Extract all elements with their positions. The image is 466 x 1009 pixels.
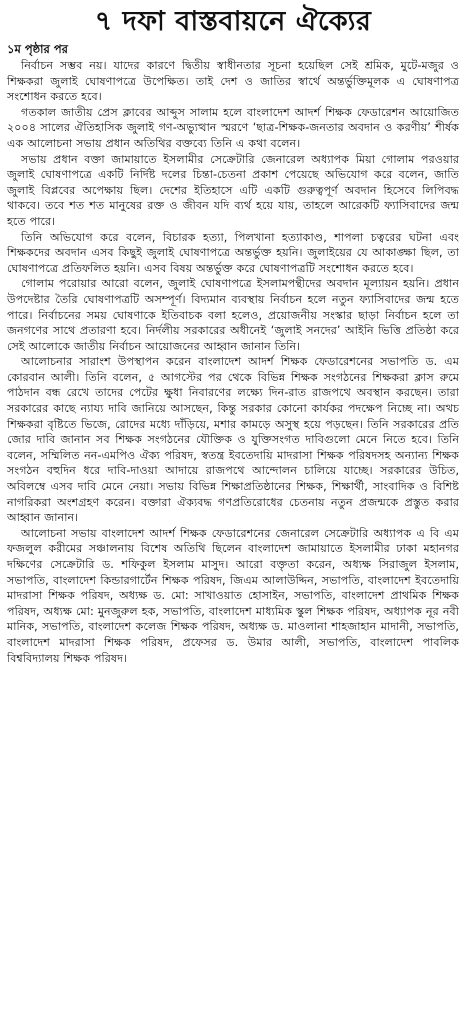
continuation-label: ১ম পৃষ্ঠার পর	[7, 42, 68, 56]
article-paragraph: গতকাল জাতীয় প্রেস ক্লাবের আব্দুস সালাম হলে বাংলাদেশ আদর্শ শিক্ষক ফেডারেশন আয়োজিত ২০০৪ সালের ঐতিহাসিক জুলাই গণ-অভ্যুত্থান স্মরণে ‘ছাত্র-শিক্ষক-জনতার অবদান ও করণীয়’ শীর্ষক এক আলোচনা সভায় প্রধান অতিথির বক্তব্যে তিনি এ কথা বলেন।	[7, 105, 459, 150]
article-paragraph: নির্বাচন সম্ভব নয়। যাদের কারণে দ্বিতীয় স্বাধীনতার সূচনা হয়েছিল সেই শ্রমিক, মুটে-মজুর ও শিক্ষকরা জুলাই ঘোষণাপত্রে উপেক্ষিত। তাই দেশ ও জাতির স্বার্থে অন্তর্ভুক্তিমূলক এ ঘোষণাপত্র সংশোধন করতে হবে।	[7, 59, 459, 104]
article-paragraph: আলোচনা সভায় বাংলাদেশ আদর্শ শিক্ষক ফেডারেশনের জেনারেল সেক্রেটারি অধ্যাপক এ বি এম ফজলুল করীমের সঞ্চালনায় বিশেষ অতিথি ছিলেন বাংলাদেশ জামায়াতে ইসলামীর ঢাকা মহানগর দক্ষিণের সেক্রেটারি ড. শফিকুল ইসলাম মাসুদ। আরো বক্তৃতা করেন, অধ্যক্ষ সিরাজুল ইসলাম, সভাপতি, বাংলাদেশ কিন্ডারগার্টেন শিক্ষক পরিষদ, জিএম আলাউদ্দিন, সভাপতি, বাংলাদেশ ইবতেদায়ি মাদরাসা শিক্ষক পরিষদ, অধ্যক্ষ ড. মো: সাখাওয়াত হোসাইন, সভাপতি, বাংলাদেশ প্রাথমিক শিক্ষক পরিষদ, অধ্যক্ষ মো: মুনজুরুল হক, সভাপতি, বাংলাদেশ মাধ্যমিক স্কুল শিক্ষক পরিষদ, অধ্যাপক নূর নবী মানিক, সভাপতি, বাংলাদেশ কলেজ শিক্ষক পরিষদ, অধ্যক্ষ ড. মাওলানা শাহজাহান মাদানী, সভাপতি, বাংলাদেশ মাদরাসা শিক্ষক পরিষদ, প্রফেসর ড. উমার আলী, সভাপতি, বাংলাদেশ পাবলিক বিশ্ববিদ্যালয় শিক্ষক পরিষদ।	[7, 526, 459, 665]
article-body	[7, 58, 459, 666]
article-paragraph: গোলাম পরোয়ার আরো বলেন, জুলাই ঘোষণাপত্রে ইসলামপন্থীদের অবদান মূল্যায়ন হয়নি। প্রধান উপদেষ্টার তৈরি ঘোষণাপত্রটি অসম্পূর্ণ। বিদ্যমান ব্যবস্থায় নির্বাচন হলে নতুন ফ্যাসিবাদের জন্ম হতে পারে। নির্বাচনের সময় ঘোষণাকে ইতিবাচক বলা হলেও, প্রয়োজনীয় সংস্কার ছাড়া নির্বাচন হলে তা জনগণের সাথে প্রতারণা হবে। নির্দলীয় সরকারের অধীনেই ‘জুলাই সনদের’ আইনি ভিত্তি প্রতিষ্ঠা করে সেই আলোকে জাতীয় নির্বাচন আয়োজনের আহ্বান জানান তিনি।	[7, 277, 459, 353]
article-headline: ৭ দফা বাস্তবায়নে ঐক্যের	[94, 6, 372, 37]
article-paragraph: সভায় প্রধান বক্তা জামায়াতে ইসলামীর সেক্রেটারি জেনারেল অধ্যাপক মিয়া গোলাম পরওয়ার জুলাই ঘোষণাপত্রে একটি নির্দিষ্ট দলের চিন্তা-চেতনা প্রকাশ পেয়েছে অভিযোগ করে বলেন, জাতি জুলাই বিপ্লবের অপেক্ষায় ছিল। দেশের ইতিহাসে এটি একটি গুরুত্বপূর্ণ অবদান হিসেবে লিপিবদ্ধ থাকবে। তবে শত শত মানুষের রক্ত ও জীবন যদি ব্যর্থ হয়ে যায়, তাহলে আরেকটি ফ্যাসিবাদের জন্ম হতে পারে।	[7, 152, 459, 228]
article-paragraph: আলোচনার সারাংশ উপস্থাপন করেন বাংলাদেশ আদর্শ শিক্ষক ফেডারেশনের সভাপতি ড. এম কোরবান আলী। তিনি বলেন, ৫ আগস্টের পর থেকে বিভিন্ন শিক্ষক সংগঠনের শিক্ষকরা ক্লাস রুমে পাঠদান বন্ধ রেখে তাদের পেটের ক্ষুধা নিবারণের লক্ষ্যে দিন-রাত রাজপথে অবস্থান করছেন। তারা সরকারের কাছে ন্যায্য দাবি জানিয়ে আসছেন, কিন্তু সরকার কোনো কার্যকর পদক্ষেপ নিচ্ছে না। অথচ শিক্ষকরা বৃষ্টিতে ভিজে, রোদের মধ্যে দাঁড়িয়ে, মশার কামড়ে অসুস্থ হয়ে পড়ছেন। তিনি সরকারের প্রতি জোর দাবি জানান সব শিক্ষক সংগঠনের যৌক্তিক ও যুক্তিসংগত দাবিগুলো মেনে নিতে হবে। তিনি বলেন, সম্মিলিত নন-এমপিও ঐক্য পরিষদ, স্বতন্ত্র ইবতেদায়ি মাদরাসা শিক্ষক পরিষদসহ অন্যান্য শিক্ষক সংগঠন বহুদিন ধরে দাবি-দাওয়া আদায়ে রাজপথে আন্দোলন চালিয়ে যাচ্ছে। সরকারের উচিত, অবিলম্বে এসব দাবি মেনে নেয়া। সভায় বিভিন্ন শিক্ষাপ্রতিষ্ঠানের শিক্ষক, শিক্ষার্থী, সাংবাদিক ও বিশিষ্ট নাগরিকরা অংশগ্রহণ করেন। বক্তারা ঐক্যবদ্ধ গণপ্রতিরোধের চেতনায় নতুন প্রজন্মকে প্রস্তুত করার আহ্বান জানান।	[7, 355, 459, 525]
article-paragraph: তিনি অভিযোগ করে বলেন, বিচারক হত্যা, পিলখানা হত্যাকাণ্ড, শাপলা চত্বরের ঘটনা এবং শিক্ষকদের অবদান এসব কিছুই জুলাই ঘোষণাপত্রে অন্তর্ভুক্ত হয়নি। জুলাইয়ের যে আকাঙ্ক্ষা ছিল, তা ঘোষণাপত্রে প্রতিফলিত হয়নি। এসব বিষয় অন্তর্ভুক্ত করে ঘোষণাপত্রটি সংশোধন করতে হবে।	[7, 230, 459, 275]
